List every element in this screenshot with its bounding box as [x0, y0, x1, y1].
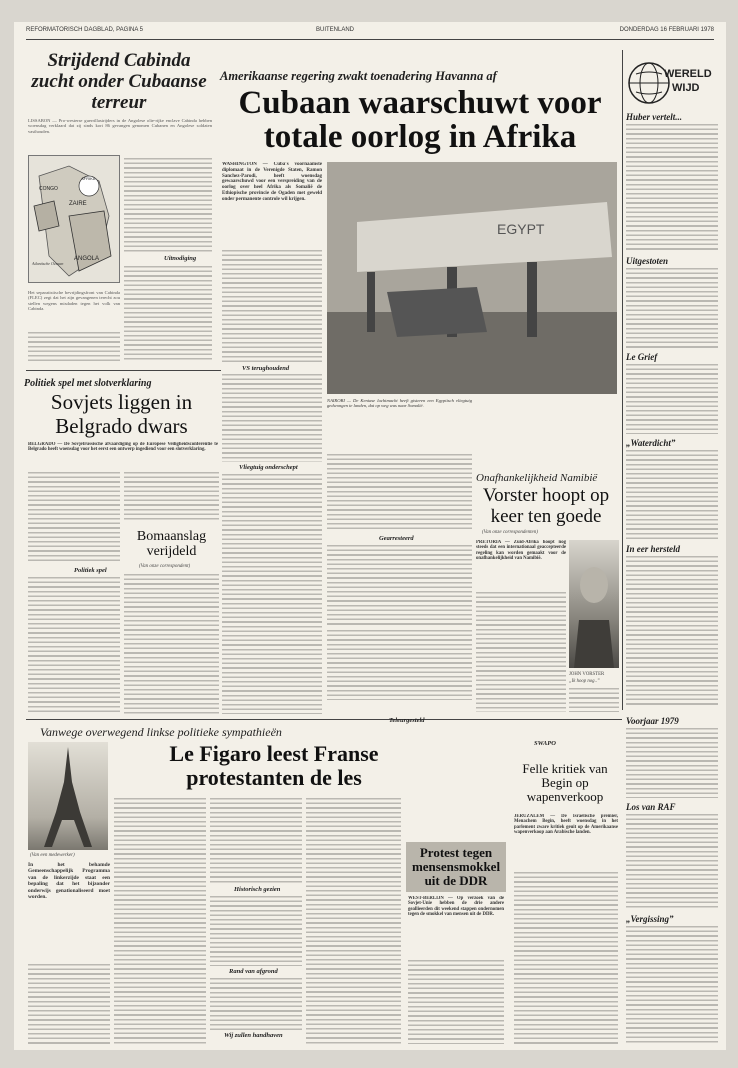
wereld-item-waterdicht: „Waterdicht” — [626, 438, 676, 448]
vorster-credit: (Van onze correspondenten) — [482, 530, 538, 535]
wereld-body-vergissing — [626, 926, 718, 1044]
wereld-body-voorjaar — [626, 728, 718, 798]
svg-text:EGYPT: EGYPT — [497, 221, 545, 237]
wereld-body-griek — [626, 364, 718, 434]
cuba-headline: Cubaan waarschuwt voor totale oorlog in Afrika — [238, 85, 602, 155]
belgrado-kicker: Politiek spel met slotverklaring — [24, 378, 152, 389]
eiffel-photo — [28, 742, 108, 850]
belgrado-subhead-politiek: Politiek spel — [74, 567, 107, 574]
begin-headline: Felle kritiek van Begin op wapenverkoop — [522, 761, 608, 804]
figaro-subhead-handhaven: Wij zullen handhaven — [224, 1032, 283, 1039]
figaro-body-col2 — [114, 798, 206, 1044]
cuba-lead: WASHINGTON — Cuba's voornaamste diplomaat in de Verenigde Staten, Ramon Sanchez-Parodi, heeft woensdag gewaarschuwd voor een verspreiding van de oorlog over heel Afrika als Somalië de Ethiopische provincie de Ogaden met geweld onder permanente controle wil krijgen. — [222, 162, 322, 202]
ddr-headline: Protest tegen mensensmokkel uit de DDR — [411, 845, 501, 888]
wereld-item-vergissing: „Vergissing” — [626, 914, 674, 924]
belgrado-body-col2 — [124, 472, 219, 522]
figaro-headline: Le Figaro leest Franse protestanten de les — [169, 741, 379, 790]
cabinda-body-col1 — [28, 332, 120, 362]
figaro-body-col3 — [210, 798, 302, 884]
vorster-headline: Vorster hoopt op keer ten goede — [482, 485, 610, 527]
figaro-photo-caption: (Van een medewerker) — [30, 853, 75, 858]
header-rule — [26, 39, 714, 40]
figaro-kicker: Vanwege overwegend linkse politieke sympathieën — [40, 725, 282, 739]
cabinda-lead: LISSABON — Pro-westerse guerrillastrijders in de Angolese olie-rijke enclave Cabinda hebben woensdag verklaard dat zij sinds kort 86 gevangen genomen Cubanen en Angolese soldaten vasthouden. — [28, 118, 212, 134]
vorster-lead: PRETORIA — Zuid-Afrika hoopt nog steeds dat een internationaal geaccepteerde regeling kan worden gemaakt voor de onafhankelijkheid van Namibië. — [476, 540, 566, 562]
vorster-portrait-caption-quote: „Ik hoop nog..” — [569, 679, 600, 684]
cuba-body-col2c — [327, 630, 472, 700]
cuba-subhead-gearresteerd: Gearresteerd — [379, 535, 414, 542]
wereld-item-griek: Le Grief — [626, 352, 658, 362]
figaro-body-col3b — [210, 896, 302, 966]
cabinda-body-col2 — [124, 158, 212, 252]
cuba-body-col2b — [327, 545, 472, 625]
vorster-kicker: Onafhankelijkheid Namibië — [476, 472, 598, 484]
cuba-kicker: Amerikaanse regering zwakt toenadering Havanna af — [220, 69, 497, 83]
wereld-body-uitgestoten — [626, 268, 718, 348]
cuba-subhead-vliegtuig: Vliegtuig onderschept — [239, 464, 298, 471]
header-date: DONDERDAG 16 FEBRUARI 1978 — [619, 27, 714, 33]
header-paper-name: REFORMATORISCH DAGBLAD, PAGINA 5 — [26, 27, 144, 33]
airplane-graphic — [327, 162, 617, 394]
cuba-subhead-vs: VS terughoudend — [242, 365, 290, 372]
figaro-subhead-rand: Rand van afgrond — [229, 968, 278, 975]
map-label-congo: CONGO — [39, 186, 58, 192]
eiffel-graphic — [28, 742, 108, 850]
cuba-body-col1b — [222, 374, 322, 462]
wereld-body-waterdicht — [626, 450, 718, 540]
page-header — [26, 27, 714, 39]
wereld-item-uitgestoten: Uitgestoten — [626, 256, 668, 266]
bottom-section-rule — [26, 719, 622, 720]
cuba-body-col1c — [222, 474, 322, 714]
vorster-subhead-teleurgesteld: Teleurgesteld — [389, 717, 425, 724]
cuba-body-col2 — [327, 454, 472, 532]
ddr-lead: WEST-BERLIJN — Op verzoek van de Sovjet-Unie hebben de drie andere geallieerden dit weekend stappen ondernomen tegen de smokkel van mensen uit de DDR. — [408, 896, 504, 918]
cabinda-caption: Het separatistische bevrijdingsfront van Cabinda (FLEC) zegt dat het zijn gevangenen terecht zou stellen wegens misdaden tegen het volk van Cabinda. — [28, 290, 120, 312]
wereld-wijd-title-1: WERELD — [664, 68, 712, 80]
wereld-item-huber: Huber vertelt... — [626, 112, 682, 122]
ddr-body-col1 — [408, 960, 504, 1044]
bomaanslag-credit: (Van onze correspondent) — [139, 564, 191, 569]
newspaper-page — [14, 22, 726, 1050]
belgrado-lead: BELGRADO — De Sovjetrussische afvaardiging op de Europese Veiligheidsconferentie te Belgrado heeft woensdag voor het eerst een ontwerp ingediend voor een slotverklaring. — [28, 442, 218, 453]
right-column-rule — [622, 50, 623, 710]
bomaanslag-body — [124, 574, 219, 714]
portrait-graphic — [569, 540, 619, 668]
vorster-portrait-caption-name: JOHN VORSTER — [569, 672, 605, 677]
figaro-body-col4 — [306, 798, 401, 1044]
begin-lead: JERUZALEM — De Israëlische premier, Menachem Begin, heeft woensdag in het parlement zware kritiek geuit op de Amerikaanse wapenverkoop aan Arabische landen. — [514, 814, 618, 836]
cabinda-subhead-uitnodiging: Uitnodiging — [164, 255, 197, 262]
map-label-angola: ANGOLA — [74, 256, 100, 262]
wereld-item-raf: Los van RAF — [626, 802, 676, 812]
wereld-item-voorjaar: Voorjaar 1979 — [626, 716, 679, 726]
belgrado-body-col1b — [28, 577, 120, 714]
wereld-item-eer: In eer hersteld — [626, 544, 680, 554]
cuba-photo-caption: NAIROBI — De Keniase luchtmacht heeft gisteren een Egyptisch vliegtuig gedwongen te landen, dat op weg was naar Somalië. — [327, 398, 472, 409]
vorster-portrait — [569, 540, 619, 668]
figaro-lead: In het behamde Gemeenschappelijk Programma van de linkerzijde staat een bepaling dat het bijzonder onderwijs genationaliseerd moet worden. — [28, 862, 110, 901]
cuba-body-col1 — [222, 250, 322, 362]
belgrado-body-col1 — [28, 472, 120, 564]
vorster-subhead-swapo: SWAPO — [534, 740, 556, 747]
begin-body — [514, 872, 618, 1044]
map-label-zaire: ZAIRE — [69, 201, 87, 207]
header-section: BUITENLAND — [316, 27, 355, 33]
wereld-body-raf — [626, 814, 718, 910]
vorster-body-col2 — [569, 688, 619, 712]
wereld-body-eer — [626, 556, 718, 706]
figaro-body-col1 — [28, 964, 110, 1044]
cabinda-map — [28, 155, 120, 283]
belgrado-top-rule — [26, 370, 221, 371]
figaro-subhead-historisch: Historisch gezien — [234, 886, 281, 893]
figaro-body-col3c — [210, 978, 302, 1030]
airplane-photo — [327, 162, 617, 394]
map-label-afrika: AFRIKA — [81, 176, 96, 181]
vorster-body-col1 — [476, 592, 566, 712]
globe-icon — [626, 60, 672, 106]
cabinda-body-col3 — [124, 266, 212, 362]
wereld-wijd-title-2: WIJD — [672, 82, 700, 94]
map-label-ocean: Atlantische Oceaan — [32, 261, 64, 266]
cabinda-headline: Strijdend Cabinda zucht onder Cubaanse terreur — [31, 50, 207, 113]
bomaanslag-headline: Bomaanslag verijdeld — [136, 529, 207, 559]
belgrado-headline: Sovjets liggen in Belgrado dwars — [50, 390, 193, 438]
wereld-wijd-logo — [626, 58, 718, 106]
wereld-body-huber — [626, 124, 718, 252]
